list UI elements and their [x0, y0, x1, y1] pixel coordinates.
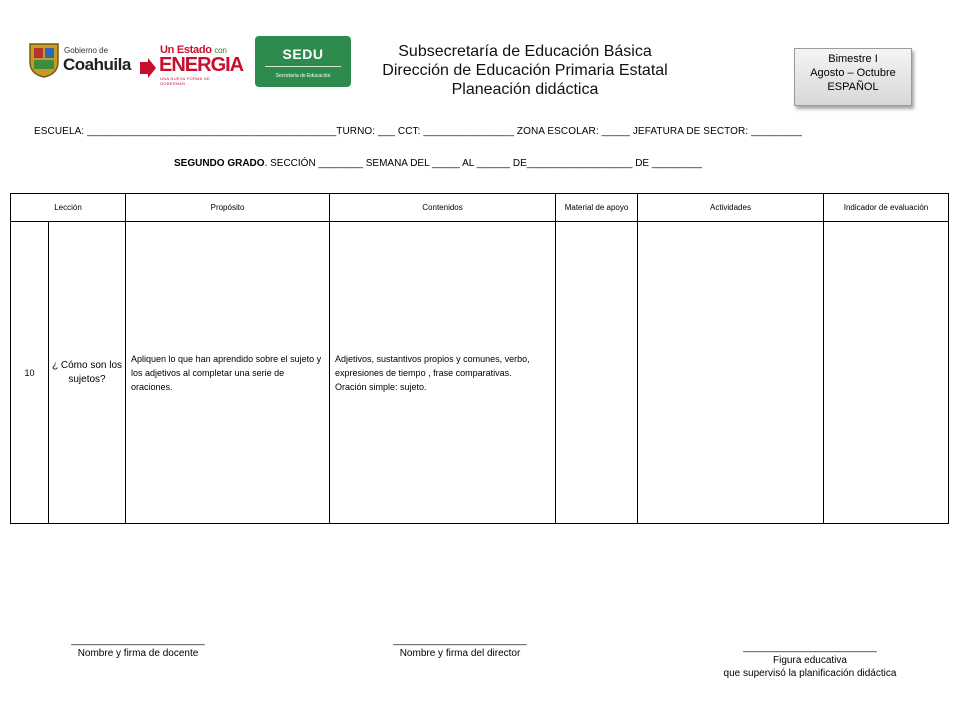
- header-leccion: Lección: [11, 194, 126, 222]
- header-line-1: Subsecretaría de Educación Básica: [398, 43, 652, 60]
- lesson-title: ¿ Cómo son los sujetos?: [49, 222, 126, 524]
- material-cell[interactable]: [556, 222, 638, 524]
- signature-director-label: Nombre y firma del director: [399, 648, 521, 659]
- sedu-logo-title: SEDU: [282, 46, 324, 62]
- signature-line: ________________________: [71, 635, 205, 646]
- coahuila-logo-text: Coahuila: [63, 55, 131, 74]
- header-line-2: Dirección de Educación Primaria Estatal: [382, 62, 668, 79]
- grado-line: [174, 158, 702, 169]
- signature-line: ________________________: [393, 635, 527, 646]
- sedu-logo-subtitle: Secretaría de Educación: [275, 73, 331, 79]
- planning-table: [10, 193, 949, 524]
- header-contenidos: Contenidos: [330, 194, 556, 222]
- coahuila-shield-icon: [28, 42, 60, 78]
- energia-logo-small-text: Un Estado con: [160, 44, 227, 56]
- header-actividades: Actividades: [638, 194, 824, 222]
- seccion-semana-text: . SECCIÓN ________ SEMANA DEL _____ AL ______ DE___________________ DE _________: [264, 158, 702, 169]
- sedu-divider: [265, 66, 341, 67]
- coahuila-logo-small-text: Gobierno de: [64, 46, 109, 55]
- table-row: [11, 222, 949, 524]
- proposito-cell: Apliquen lo que han aprendido sobre el sujeto y los adjetivos al completar una serie de oraciones.: [126, 222, 330, 524]
- indicador-cell[interactable]: [824, 222, 949, 524]
- escuela-line: ESCUELA: ____________________________________________TURNO: ___ CCT: ________________ ZONA ESCOLAR: _____ JEFATURA DE SECTOR: _________: [34, 126, 803, 137]
- signature-director: [380, 634, 540, 660]
- header-indicador: Indicador de evaluación: [824, 194, 949, 222]
- contenidos-text-2: Oración simple: sujeto.: [335, 381, 427, 392]
- signature-docente: [58, 634, 218, 660]
- energia-logo: [140, 44, 244, 86]
- lesson-number: 10: [11, 222, 49, 524]
- page-header: [360, 42, 690, 99]
- sedu-logo: [255, 36, 351, 87]
- signature-line: ________________________: [743, 642, 877, 653]
- actividades-cell[interactable]: [638, 222, 824, 524]
- header-proposito: Propósito: [126, 194, 330, 222]
- energia-logo-text: ENERGIA: [159, 54, 244, 76]
- bimestre-box: [794, 48, 912, 106]
- contenidos-cell: [330, 222, 556, 524]
- energia-arrow-icon: [140, 58, 156, 78]
- signature-figura-label-2: que supervisó la planificación didáctica: [723, 668, 897, 679]
- signature-docente-label: Nombre y firma de docente: [77, 648, 199, 659]
- signature-figura: [690, 641, 930, 680]
- page-title: Planeación didáctica: [451, 81, 599, 98]
- bimestre-subject: ESPAÑOL: [827, 81, 879, 93]
- contenidos-text-1: Adjetivos, sustantivos propios y comunes, verbo, expresiones de tiempo , frase comparativas.: [335, 353, 530, 378]
- coahuila-logo: [28, 42, 130, 82]
- bimestre-label: Bimestre I: [828, 53, 878, 65]
- table-header-row: [11, 194, 949, 222]
- energia-tagline: UNA NUEVA FORMA DE GOBERNAR: [160, 76, 211, 86]
- signature-figura-label-1: Figura educativa: [773, 655, 847, 666]
- grado-label: SEGUNDO GRADO: [174, 158, 265, 169]
- header-material: Material de apoyo: [556, 194, 638, 222]
- bimestre-period: Agosto – Octubre: [810, 67, 896, 79]
